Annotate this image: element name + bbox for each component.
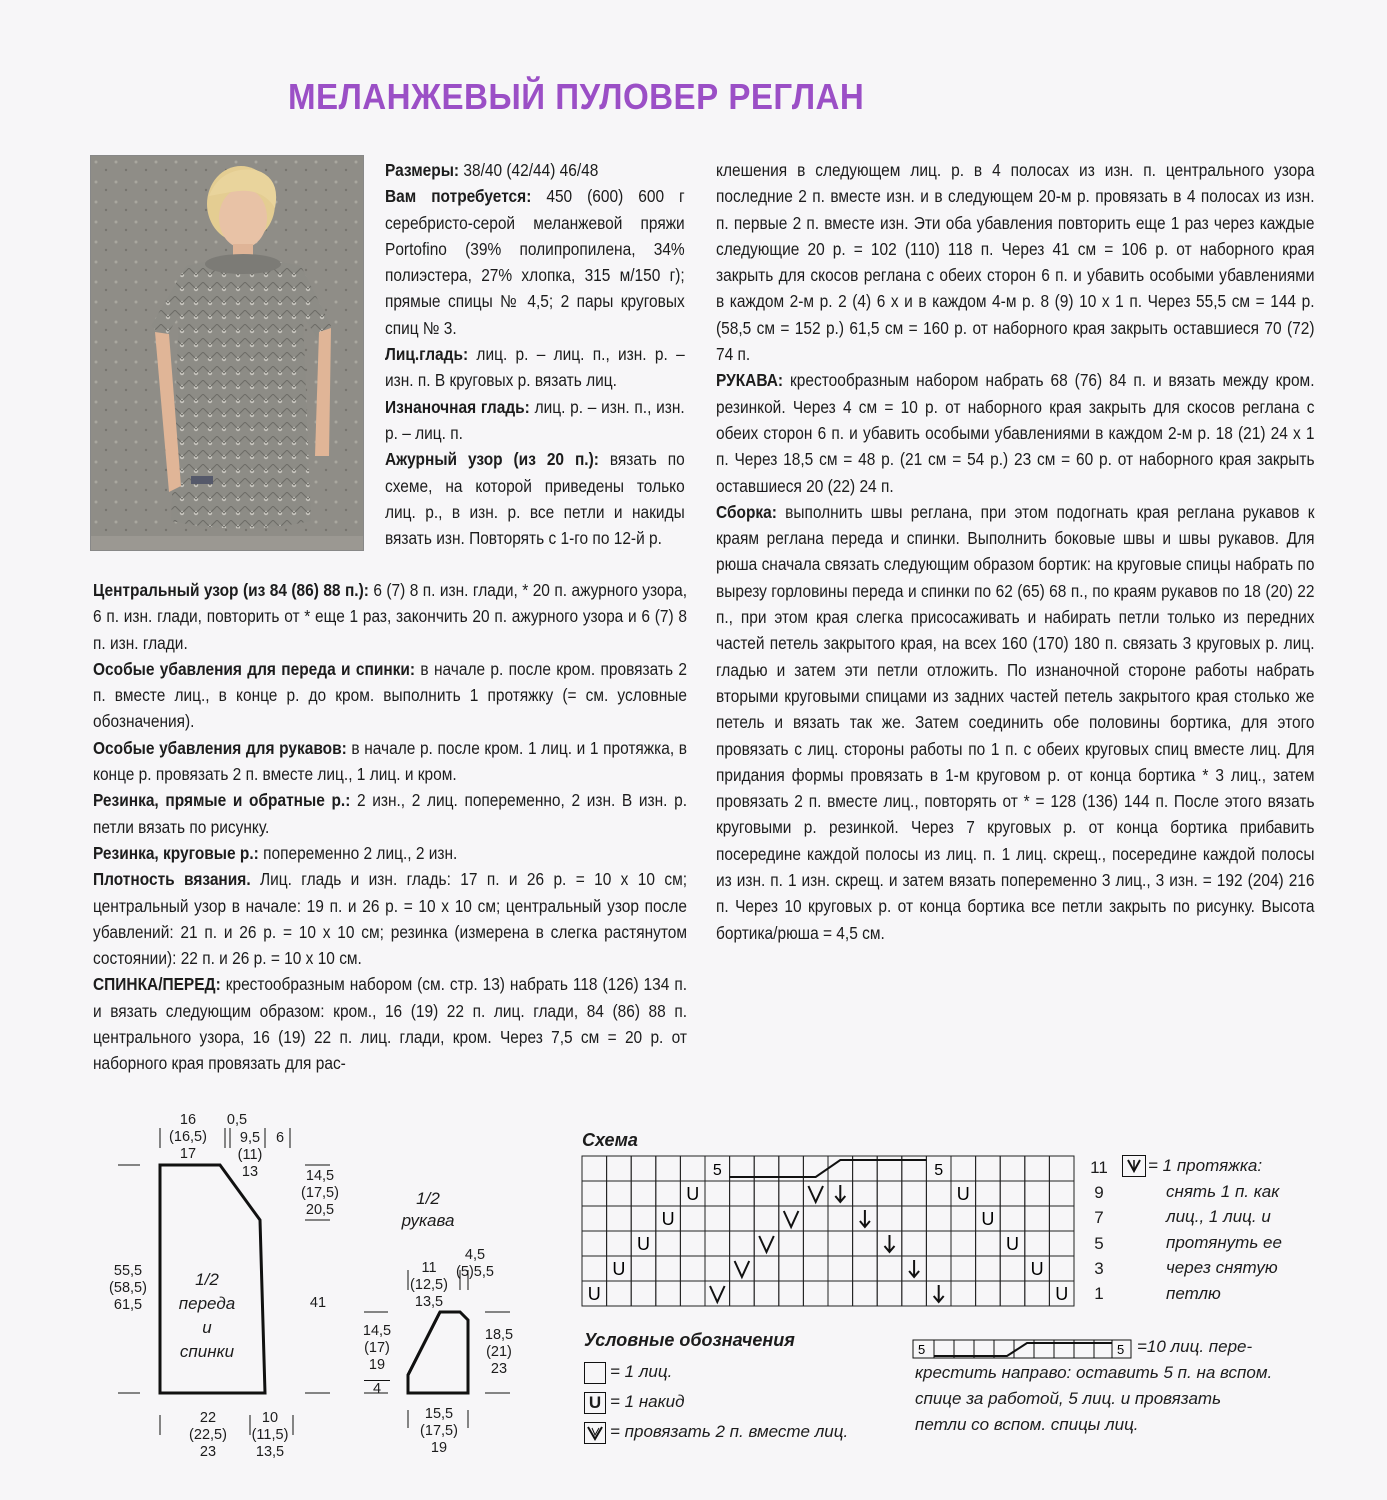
chart-cell [730,1181,755,1206]
chart-cell [877,1256,902,1281]
sleeves-label: РУКАВА: [716,370,784,391]
stockinette-text: лиц. р. – лиц. п., изн. р. – изн. п. В круговых р. вязать лиц. [385,344,685,391]
sleeve-dim-top-right: 4,5 (5)5,5 [456,1247,494,1280]
back-front-label: СПИНКА/ПЕРЕД: [93,974,221,995]
chart-cell [976,1231,1001,1256]
ssk-mark [885,1235,895,1252]
chart-cell [976,1281,1001,1306]
chart-cell [1000,1156,1025,1181]
chart-cell [754,1181,779,1206]
dec-sleeves-text: в начале р. после кром. 1 лиц. и 1 протяжка, в конце р. провязать 2 п. вместе лиц., 1 лиц. и кром. [93,737,687,785]
chart-cell [803,1206,828,1231]
chart-cell [951,1281,976,1306]
sleeve-outline [408,1312,468,1393]
chart-cell [1025,1231,1050,1256]
lace-chart [580,1155,1100,1307]
sleeve-dim-right: 18,5 (21) 23 [484,1327,514,1377]
chart-cell [582,1206,607,1231]
chart-cell [680,1231,705,1256]
chart-cell [680,1281,705,1306]
chart-cell [1000,1281,1025,1306]
chart-row-label: 1 [1094,1284,1104,1303]
central-pattern-text: 6 (7) 8 п. изн. глади, * 20 п. ажурного узора, 6 п. изн. глади, повторить от * еще 1 раз, закончить 20 п. ажурного узора и 6 (7) 8 п. изн. глади. [93,580,688,653]
chart-cell [680,1156,705,1181]
chart-row-label: 7 [1094,1208,1104,1228]
dim-total-height: 55,5 (58,5) 61,5 [109,1263,147,1313]
chart-cell [853,1181,878,1206]
chart-cell [926,1181,951,1206]
legend-title: Условные обозначения [584,1330,795,1350]
chart-cell [976,1156,1001,1181]
chart-cell [1025,1281,1050,1306]
model-photo [90,155,364,551]
chart-cell [926,1231,951,1256]
chart-cell [828,1206,853,1231]
chart-cell [951,1206,976,1231]
chart-cell [656,1181,681,1206]
rib-flat-text: 2 изн., 2 лиц. попеременно, 2 изн. В изн. р. петли вязать по рисунку. [93,790,687,837]
dim-six: 6 [275,1130,285,1146]
chart-cell [631,1256,656,1281]
chart-cell [631,1181,656,1206]
cable-five: 5 [712,1162,722,1179]
chart-cell [926,1206,951,1231]
chart-cell [705,1231,730,1256]
chart-cell [828,1281,853,1306]
yarn-over-mark: U [1006,1234,1019,1254]
chart-cell [730,1206,755,1231]
yarn-over-mark: U [612,1259,626,1279]
reverse-stockinette-text: лиц. р. – изн. п., изн. р. – лиц. п. [385,396,685,443]
schematic-label: 1/2 переда и спинки [178,1270,236,1361]
chart-cell [582,1156,607,1181]
chart-cell [607,1206,632,1231]
dim-bottom-right: 10 (11,5) 13,5 [251,1410,289,1460]
stockinette-label: Лиц.гладь: [385,344,469,365]
chart-cell [1025,1206,1050,1231]
chart-cell [582,1256,607,1281]
chart-cell [779,1281,804,1306]
ssk-legend-text [1148,1153,1328,1306]
sleeve-dim-four: 4 [364,1380,390,1398]
chart-cell [1049,1156,1074,1181]
chart-cell [607,1231,632,1256]
chart-cell [902,1206,927,1231]
chart-cell [803,1256,828,1281]
chart-cell [902,1181,927,1206]
k2tog-mark [784,1211,799,1227]
chart-cell [853,1281,878,1306]
yarn-over-symbol: U [584,1392,606,1414]
chart-cell [656,1256,681,1281]
legend-k2tog: = провязать 2 п. вместе лиц. [610,1422,849,1441]
chart-cell [582,1181,607,1206]
materials-text: 450 (600) 600 г серебристо-серой меланжевой пряжи Portofino (39% полипропилена, 34% полиэстера, 27% хлопка, 315 м/150 г); прямые спицы № 4,5; 2 пары круговых спиц № 3. [385,186,685,338]
chart-cell [877,1181,902,1206]
ssk-mark [909,1260,919,1277]
chart-cell [976,1181,1001,1206]
chart-cell [828,1256,853,1281]
sleeves-text: крестообразным набором набрать 68 (76) 84 п. и вязать между кром. резинкой. Через 4 см = 10 р. от наборного края закрыть для скосов реглана с обеих сторон 6 п. и убавить особыми убавлениями в каждом 2-м р. 18 (21) 24 х 1 п. Через 18,5 см = 48 р. (21 см = 54 р.) 23 см = 60 р. от наборного края закрыть оставшиеся 20 (22) 24 п. [716,370,1315,496]
rib-flat-label: Резинка, прямые и обратные р.: [93,790,351,811]
k2tog-mark [735,1261,750,1277]
model-illustration [91,156,363,550]
chart-cell [656,1156,681,1181]
dim-top-width: 16 (16,5) 17 [169,1112,207,1162]
ssk-icon [1123,1156,1145,1176]
sleeve-dim-top: 11 (12,5) 13,5 [410,1260,448,1310]
chart-cell [1049,1231,1074,1256]
cable-legend-line: =10 лиц. пере- [1137,1337,1253,1356]
yarn-over-mark: U [1030,1259,1044,1279]
chart-cell [1000,1181,1025,1206]
chart-cell [607,1156,632,1181]
chart-cell [631,1156,656,1181]
k2tog-mark [808,1186,823,1202]
sleeve-dim-bottom: 15,5 (17,5) 19 [420,1406,458,1456]
dim-raglan-height: 14,5 (17,5) 20,5 [301,1168,339,1218]
chart-row-label: 9 [1094,1183,1104,1203]
chart-cell [803,1231,828,1256]
dec-front-back-text: в начале р. после кром. провязать 2 п. вместе лиц., в конце р. до кром. выполнить 1 протяжку (= см. условные обозначения). [93,658,687,732]
sizes-text: 38/40 (42/44) 46/48 [459,160,599,180]
legend-yarn-over: = 1 накид [610,1392,685,1411]
central-pattern-label: Центральный узор (из 84 (86) 88 п.): [93,580,369,600]
cable-legend-line: крестить направо: оставить 5 п. на вспом. [915,1363,1273,1382]
back-front-continued: клешения в следующем лиц. р. в 4 полосах из изн. п. центрального узора последние 2 п. вместе изн. и в следующем 20-м р. провязать в 4 полосах из изн. п. первые 2 п. вместе изн. Эти оба убавления повторить еще 1 раз через каждые следующие 20 р. = 102 (110) 118 п. Через 41 см = 106 р. от наборного края закрыть для скосов реглана с обеих сторон 6 п. и убавить особыми убавлениями в каждом 2-м р. 2 (4) 6 х и в каждом 4-м р. 8 (9) 10 х 1 п. Через 55,5 см = 144 р. (58,5 см = 152 р.) 61,5 см = 160 р. от наборного края закрыть оставшиеся 70 (72) 74 п. [716,160,1315,365]
chart-cell [607,1181,632,1206]
chart-cell [951,1256,976,1281]
sleeve-dim-left: 14,5 (17) 19 [362,1323,392,1373]
ssk-mark [860,1210,870,1227]
ssk-legend-line: снять 1 п. как [1166,1181,1280,1201]
k2tog-symbol [584,1422,606,1444]
k2tog-mark [710,1286,725,1302]
chart-row-label: 11 [1090,1158,1108,1177]
reverse-stockinette-label: Изнаночная гладь: [385,396,530,417]
k2tog-mark [759,1236,774,1252]
chart-cell [1025,1181,1050,1206]
yarn-over-mark: U [661,1209,675,1229]
chart-cell [1000,1206,1025,1231]
dim-gap: 0,5 [226,1112,248,1128]
chart-cell [803,1281,828,1306]
rib-round-label: Резинка, круговые р.: [93,842,259,863]
legend-knit: = 1 лиц. [610,1362,673,1381]
chart-cell [902,1281,927,1306]
yarn-over-mark: U [956,1184,970,1204]
ssk-legend-line: через снятую [1166,1258,1278,1277]
ssk-mark [934,1285,944,1302]
chart-cell [902,1231,927,1256]
ssk-symbol-box [1122,1155,1146,1177]
chart-cell [951,1231,976,1256]
cable-legend-line: спице за работой, 5 лиц. и провязать [915,1389,1222,1408]
chart-cell [582,1231,607,1256]
assembly-label: Сборка: [716,501,777,522]
sizes-label: Размеры: [385,160,460,180]
column-1 [385,157,685,551]
cable-five: 5 [934,1162,944,1179]
chart-cell [1049,1256,1074,1281]
chart-cell [705,1256,730,1281]
chart-cell [877,1206,902,1231]
column-2 [93,577,687,1077]
rib-round-text: попеременно 2 лиц., 2 изн. [258,842,458,863]
assembly-text: выполнить швы реглана, при этом подогнать края реглана рукавов к краям реглана переда и спинки. Выполнить боковые швы и швы рукавов. Для рюша сначала связать следующим образом бортик: на круговые спицы набрать по вырезу горловины переда и спинки по 62 (65) 68 п., по краям рукавов по 18 (20) 22 п., при этом края слегка присосаживать и набирать петли только из передних частей петель закрытого края, на всех 160 (170) 180 п. связать 3 круговых р. лиц. гладью и затем эти петли отложить. По изнаночной стороне работы набрать вторыми круговыми спицами из задних частей петель закрытого края столько же петель и вязать так же. Затем соединить обе половины бортика, для этого провязать с лиц. стороны работы по 1 п. с обеих круговых спиц вместе лиц. Для придания формы провязать в 1-м круговом р. от конца бортика * 3 лиц., затем провязать 2 п. вместе лиц., повторять от * = 128 (136) 144 п. После этого вязать круговыми р. резинкой. Через 7 круговых р. от конца бортика прибавить посередине каждой полосы из лиц. п. 1 лиц. скрещ., посередине каждой полосы из изн. п. 1 изн. скрещ. и затем вязать попеременно 3 лиц., 3 изн. = 192 (204) 216 п. Через 10 круговых р. от конца бортика все петли закрыть по рисунку. Высота бортика/рюша = 4,5 см. [716,501,1315,943]
dec-front-back-label: Особые убавления для переда и спинки: [93,658,416,679]
lace-pattern-label: Ажурный узор (из 20 п.): [385,449,599,470]
materials-label: Вам потребуется: [385,186,532,207]
chart-cell [926,1256,951,1281]
ssk-legend-line: петлю [1166,1283,1221,1303]
cable-legend-line: петли со вспом. спицы лиц. [915,1415,1139,1434]
chart-cell [1000,1256,1025,1281]
chart-cell [656,1281,681,1306]
chart-cell [754,1206,779,1231]
chart-cell [730,1231,755,1256]
chart-cell [1025,1156,1050,1181]
chart-cell [705,1181,730,1206]
chart-cell [828,1231,853,1256]
cable-legend-text [915,1334,1335,1438]
chart-cell [631,1281,656,1306]
chart-cell [976,1256,1001,1281]
chart-cell [853,1256,878,1281]
gauge-label: Плотность вязания. [93,869,251,890]
dec-sleeves-label: Особые убавления для рукавов: [93,737,347,758]
page-title: МЕЛАНЖЕВЫЙ ПУЛОВЕР РЕГЛАН [288,76,865,117]
dim-side: 41 [309,1295,327,1311]
yarn-over-mark: U [981,1209,995,1229]
chart-cell [951,1156,976,1181]
chart-cell [853,1231,878,1256]
ssk-mark [835,1185,845,1202]
chart-row-label: 5 [1094,1233,1104,1253]
chart-cell [779,1256,804,1281]
chart-cell [656,1231,681,1256]
chart-cell [1049,1181,1074,1206]
chart-cell [754,1281,779,1306]
ssk-legend-line: протянуть ее [1166,1232,1282,1252]
cable-five-left: 5 [918,1342,926,1357]
chart-cell [705,1206,730,1231]
chart-cell [607,1281,632,1306]
chart-cell [631,1206,656,1231]
yarn-over-mark: U [587,1284,601,1304]
chart-cell [680,1206,705,1231]
yarn-over-mark: U [686,1184,700,1204]
chart-cell [779,1231,804,1256]
dim-bottom-width: 22 (22,5) 23 [189,1410,227,1460]
ssk-legend-line: лиц., 1 лиц. и [1166,1207,1271,1226]
dim-raglan-top: 9,5 (11) 13 [237,1130,263,1180]
lace-pattern-text: вязать по схеме, на которой приведены только лиц. р., в изн. р. все петли и накиды вязать изн. Повторять с 1-го по 12-й р. [385,449,685,549]
k2tog-icon [585,1423,605,1443]
chart-cell [730,1281,755,1306]
chart-cell [779,1181,804,1206]
sleeve-label: 1/2 рукава [401,1189,455,1230]
ssk-legend-line: = 1 протяжка: [1148,1156,1263,1175]
knit-symbol [584,1362,606,1384]
yarn-over-mark: U [1055,1284,1069,1304]
cable-five-right: 5 [1117,1342,1125,1357]
chart-row-label: 3 [1094,1258,1104,1278]
chart-cell [754,1256,779,1281]
gauge-text: Лиц. гладь и изн. гладь: 17 п. и 26 р. = 10 х 10 см; центральный узор в начале: 19 п. и 26 р. = 10 х 10 см; центральный узор после убавлений: 21 п. и 26 р. = 10 х 10 см; резинка (измерена в слегка растянутом состоянии): 22 п. и 26 р. = 10 х 10 см. [93,869,688,969]
chart-title: Схема [582,1130,638,1150]
column-3 [716,157,1315,946]
chart-cell [877,1281,902,1306]
chart-cell [1049,1206,1074,1231]
yarn-over-mark: U [637,1234,650,1254]
back-front-text: крестообразным набором (см. стр. 13) набрать 118 (126) 134 п. и вязать следующим образом: кром., 16 (19) 22 п. лиц. глади, 84 (86) 88 п. центрального узора, 16 (19) 22 п. лиц. глади, кром. Через 7,5 см = 20 р. от наборного края провязать для рас- [93,974,687,1074]
chart-cell [680,1256,705,1281]
